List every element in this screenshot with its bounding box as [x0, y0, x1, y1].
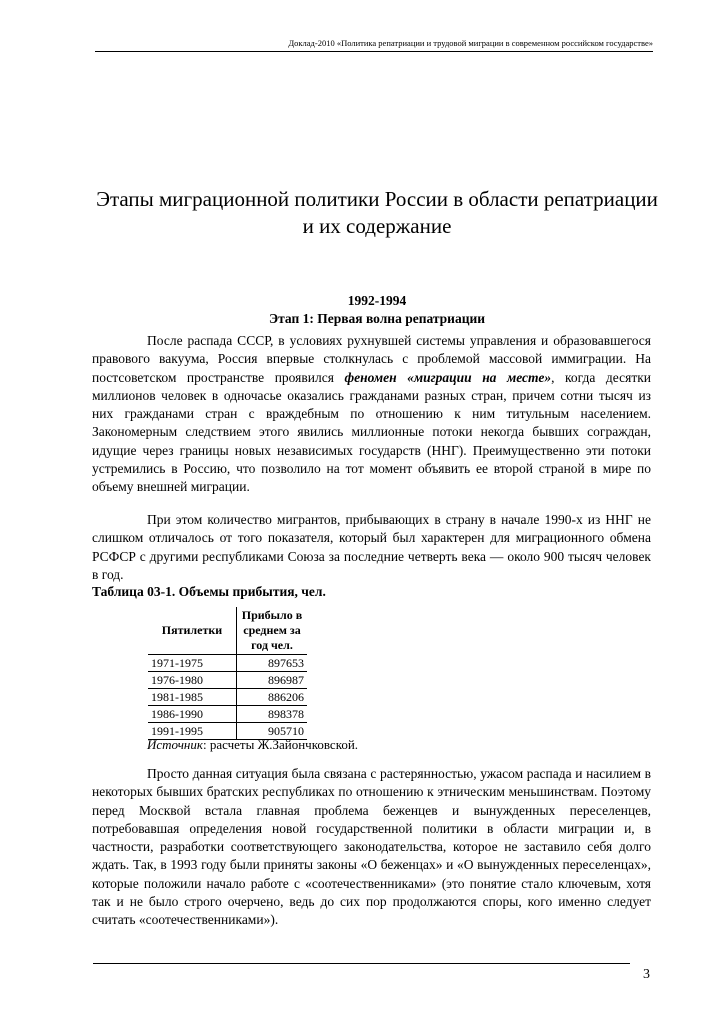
source-text: : расчеты Ж.Зайончковской.: [202, 737, 359, 752]
table-row: [148, 689, 307, 706]
page-title: [92, 186, 662, 240]
arrivals-table: [148, 607, 307, 740]
paragraph-1-end: , когда десятки миллионов человек в одночасье оказались гражданами разных стран, причем сотни тысяч из них гражданами стран с враждебным по отношению к ним титульным населением. Закономерным следствием этого явились миллионные потоки некогда бывших сограждан, идущие через границы новых независимых государств (ННГ). Преимущественно эти потоки устремились в Россию, что позволило на тот момент объявить ее второй страной в мире по объему внешней миграции.: [92, 369, 652, 495]
table-row: [148, 706, 307, 723]
column-header-period: Пятилетки: [148, 607, 237, 655]
paragraph-1-emphasis: феномен «миграции на месте»: [344, 369, 552, 385]
cell-value: 905710: [237, 723, 308, 740]
cell-period: 1971-1975: [148, 655, 237, 672]
title-line-2: и их содержание: [302, 214, 452, 238]
cell-period: 1976-1980: [148, 672, 237, 689]
cell-value: 897653: [237, 655, 308, 672]
footer-divider: [93, 963, 630, 964]
paragraph-1: [92, 332, 651, 497]
table-source: [147, 737, 358, 753]
period-heading: 1992-1994: [347, 293, 407, 308]
column-header-arrivals: Прибыло в среднем за год чел.: [237, 607, 308, 655]
table-row: [148, 672, 307, 689]
table-row: [148, 655, 307, 672]
cell-period: 1991-1995: [148, 723, 237, 740]
cell-value: 886206: [237, 689, 308, 706]
cell-value: 898378: [237, 706, 308, 723]
paragraph-3: Просто данная ситуация была связана с растерянностью, ужасом распада и насилием в некоторых бывших братских республиках по отношению к этническим меньшинствам. Поэтому перед Москвой встала главная проблема беженцев и вынужденных переселенцев, потребовавшая определения новой государственной политики в области миграции и, в частности, разработки соответствующего законодательства, которое не заставило себя долго ждать. Так, в 1993 году были приняты законы «О беженцах» и «О вынужденных переселенцах», которые положили начало работе с «соотечественниками» (это понятие стало ключевым, хотя так и не было строго очерчено, ведь до сих пор продолжаются споры, кого именно следует считать «соотечественниками»).: [92, 766, 651, 928]
cell-period: 1986-1990: [148, 706, 237, 723]
cell-period: 1981-1985: [148, 689, 237, 706]
stage-heading: Этап 1: Первая волна репатриации: [268, 311, 486, 326]
title-line-1: Этапы миграционной политики России в области репатриации: [96, 187, 658, 211]
cell-value: 896987: [237, 672, 308, 689]
paragraph-1-start: После распада СССР, в условиях рухнувшей системы управления и образовавшегося правового вакуума, Россия впервые столкнулась с проблемой массовой иммиграции. На постсоветском пространстве проявился: [92, 333, 651, 385]
table-caption: Таблица 03-1. Объемы прибытия, чел.: [92, 584, 326, 599]
page-number: 3: [643, 967, 650, 982]
source-label: Источник: [147, 737, 203, 752]
paragraph-2: При этом количество мигрантов, прибывающих в страну в начале 1990-х из ННГ не слишком отличалось от того показателя, который был характерен для миграционного обмена РСФСР с другими республиками Союза за последние четверть века — около 900 тысяч человек в год.: [92, 512, 651, 582]
running-header: Доклад-2010 «Политика репатриации и трудовой миграции в современном российском государстве»: [95, 38, 653, 52]
